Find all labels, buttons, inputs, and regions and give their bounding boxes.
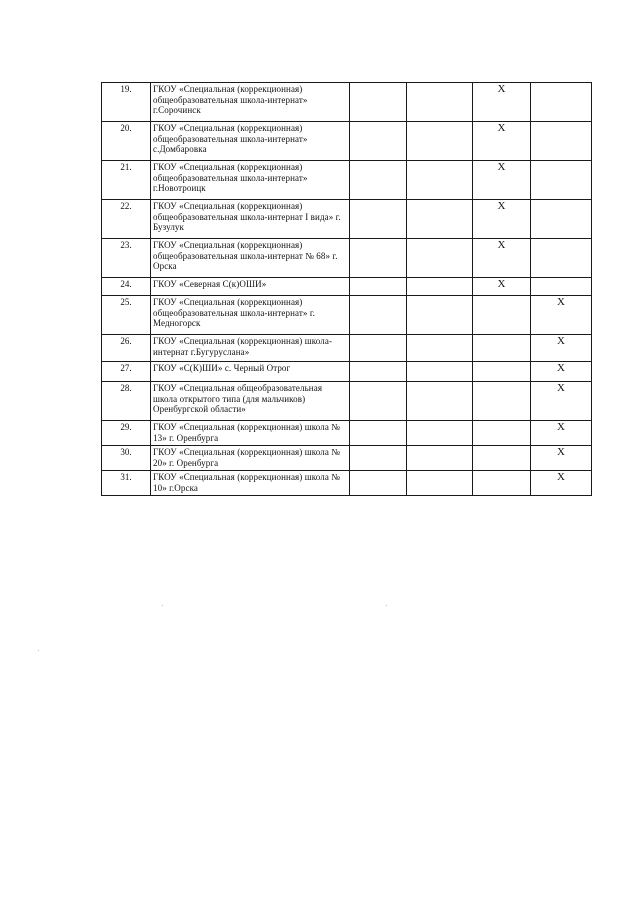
empty-cell (350, 122, 407, 161)
empty-cell (350, 161, 407, 200)
school-name: ГКОУ «Специальная (коррекционная) общеобразовательная школа-интернат № 68» г. Орска (151, 239, 350, 278)
school-name: ГКОУ «Специальная общеобразовательная школа открытого типа (для мальчиков) Оренбургской области» (151, 382, 350, 421)
table-row (102, 278, 592, 296)
mark-cell: X (473, 161, 531, 200)
row-number: 26. (102, 335, 151, 362)
empty-cell (407, 446, 473, 471)
empty-cell (531, 278, 592, 296)
table-row (102, 382, 592, 421)
empty-cell (473, 382, 531, 421)
empty-cell (473, 296, 531, 335)
mark-cell: X (473, 239, 531, 278)
mark-cell: X (531, 382, 592, 421)
mark-cell: X (473, 278, 531, 296)
school-name: ГКОУ «Специальная (коррекционная) общеобразовательная школа-интернат» г.Новотроицк (151, 161, 350, 200)
empty-cell (531, 122, 592, 161)
empty-cell (531, 200, 592, 239)
row-number: 19. (102, 83, 151, 122)
row-number: 20. (102, 122, 151, 161)
table-row (102, 83, 592, 122)
table-row (102, 335, 592, 362)
row-number: 27. (102, 362, 151, 382)
empty-cell (407, 421, 473, 446)
empty-cell (350, 471, 407, 496)
row-number: 21. (102, 161, 151, 200)
empty-cell (350, 278, 407, 296)
mark-cell: X (473, 83, 531, 122)
table-row (102, 239, 592, 278)
empty-cell (350, 362, 407, 382)
table-row (102, 122, 592, 161)
empty-cell (350, 200, 407, 239)
table-row (102, 200, 592, 239)
table-row (102, 446, 592, 471)
empty-cell (407, 471, 473, 496)
row-number: 29. (102, 421, 151, 446)
table-row (102, 421, 592, 446)
row-number: 24. (102, 278, 151, 296)
school-name: ГКОУ «Специальная (коррекционная) школа № 20» г. Оренбурга (151, 446, 350, 471)
row-number: 28. (102, 382, 151, 421)
empty-cell (531, 161, 592, 200)
scan-speck (162, 605, 163, 606)
empty-cell (407, 382, 473, 421)
empty-cell (350, 83, 407, 122)
empty-cell (473, 362, 531, 382)
mark-cell: X (531, 471, 592, 496)
row-number: 22. (102, 200, 151, 239)
table-row (102, 161, 592, 200)
table-row (102, 296, 592, 335)
school-name: ГКОУ «Специальная (коррекционная) общеобразовательная школа-интернат» г. Медногорск (151, 296, 350, 335)
row-number: 23. (102, 239, 151, 278)
row-number: 30. (102, 446, 151, 471)
schools-table (101, 82, 592, 496)
empty-cell (350, 296, 407, 335)
school-name: ГКОУ «Специальная (коррекционная) общеобразовательная школа-интернат I вида» г. Бузулук (151, 200, 350, 239)
empty-cell (407, 362, 473, 382)
school-name: ГКОУ «Специальная (коррекционная) общеобразовательная школа-интернат» с.Домбаровка (151, 122, 350, 161)
empty-cell (407, 122, 473, 161)
mark-cell: X (473, 200, 531, 239)
empty-cell (473, 335, 531, 362)
empty-cell (407, 83, 473, 122)
empty-cell (407, 200, 473, 239)
school-name: ГКОУ «Северная С(к)ОШИ» (151, 278, 350, 296)
empty-cell (350, 382, 407, 421)
school-name: ГКОУ «Специальная (коррекционная) школа № 10» г.Орска (151, 471, 350, 496)
scan-speck (386, 605, 387, 606)
row-number: 25. (102, 296, 151, 335)
empty-cell (350, 421, 407, 446)
empty-cell (407, 296, 473, 335)
school-name: ГКОУ «Специальная (коррекционная) общеобразовательная школа-интернат» г.Сорочинск (151, 83, 350, 122)
mark-cell: X (531, 421, 592, 446)
scan-speck (38, 650, 39, 651)
empty-cell (531, 83, 592, 122)
empty-cell (473, 471, 531, 496)
school-name: ГКОУ «Специальная (коррекционная) школа-интернат г.Бугуруслана» (151, 335, 350, 362)
mark-cell: X (531, 446, 592, 471)
mark-cell: X (531, 296, 592, 335)
empty-cell (473, 446, 531, 471)
schools-table-body (102, 83, 592, 496)
empty-cell (407, 335, 473, 362)
table-row (102, 471, 592, 496)
mark-cell: X (531, 362, 592, 382)
row-number: 31. (102, 471, 151, 496)
school-name: ГКОУ «С(К)ШИ» с. Черный Отрог (151, 362, 350, 382)
mark-cell: X (531, 335, 592, 362)
empty-cell (350, 239, 407, 278)
school-name: ГКОУ «Специальная (коррекционная) школа № 13» г. Оренбурга (151, 421, 350, 446)
empty-cell (531, 239, 592, 278)
table-row (102, 362, 592, 382)
empty-cell (407, 161, 473, 200)
empty-cell (407, 239, 473, 278)
empty-cell (407, 278, 473, 296)
mark-cell: X (473, 122, 531, 161)
empty-cell (473, 421, 531, 446)
empty-cell (350, 335, 407, 362)
empty-cell (350, 446, 407, 471)
